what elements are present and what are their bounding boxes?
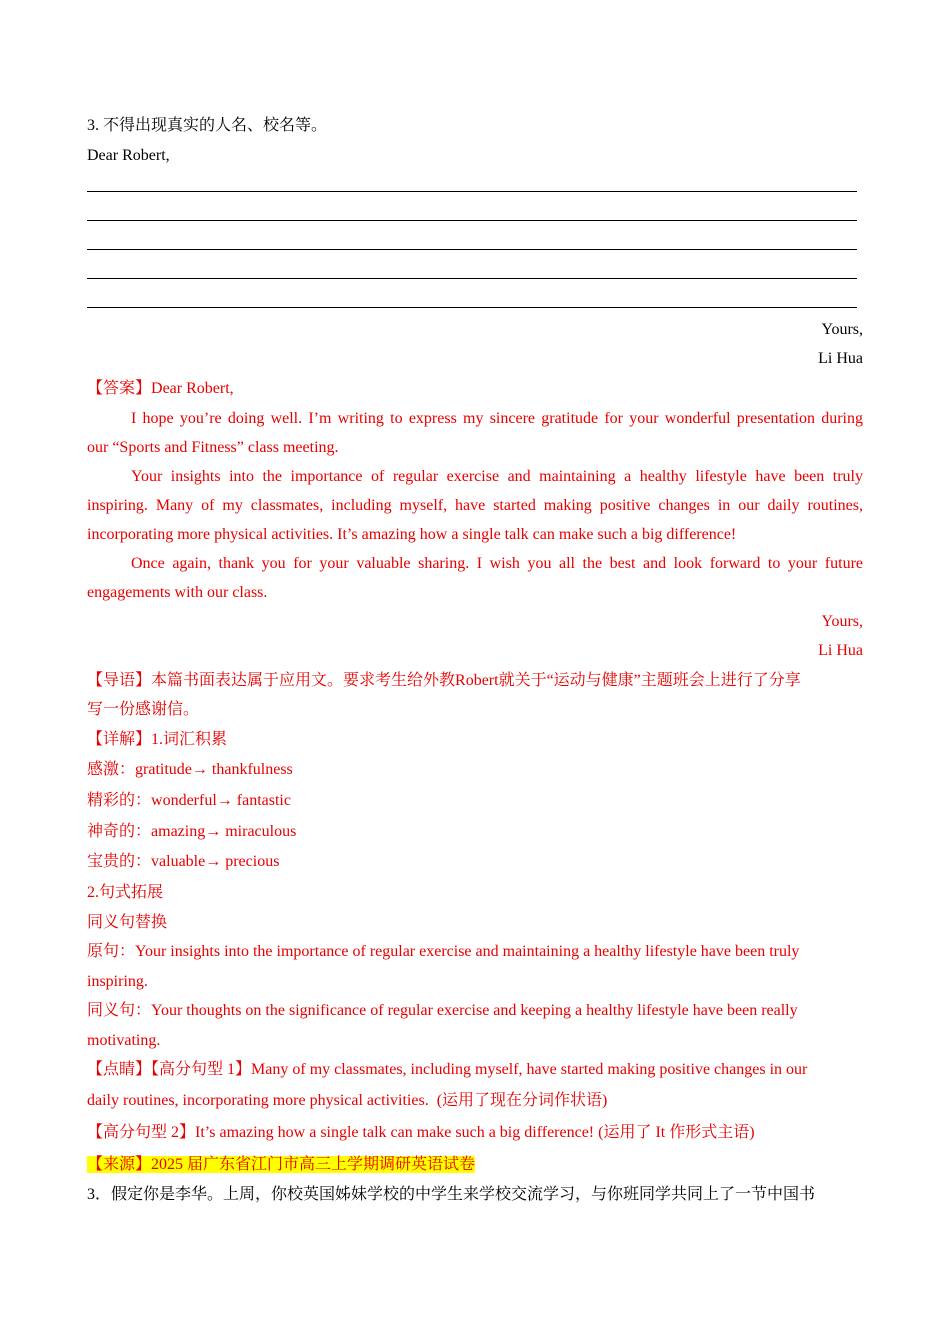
section2-sub: 同义句替换 — [87, 914, 168, 931]
answer-p1-line1: I hope you’re doing well. I’m writing to express my sincere gratitude for your wonderful presentation during — [131, 410, 863, 427]
answer-p2-line2: inspiring. Many of my classmates, including myself, have started making positive changes in our daily routines, — [87, 497, 863, 514]
answer-p3-line2: engagements with our class. — [87, 584, 268, 601]
sentence-pattern-2-tag: 【高分句型 2】 — [87, 1124, 196, 1141]
sentence-pattern-1-tag: 【高分句型 1】 — [151, 1061, 252, 1078]
original-sentence-line2: inspiring. — [87, 973, 148, 990]
pattern-1-note: (运用了现在分词作状语) — [436, 1092, 608, 1109]
detail-tag: 【详解】 — [87, 731, 152, 748]
source-tag: 【来源】 — [87, 1156, 152, 1173]
original-label: 原句： — [87, 943, 136, 960]
vocab-item: 感激：gratitude→ thankfulness — [87, 761, 293, 778]
guide-text: 本篇书面表达属于应用文。要求考生给外教Robert就关于“运动与健康”主题班会上进行了分享 — [151, 672, 801, 689]
section2-title: 2.句式拓展 — [87, 884, 164, 901]
writing-blank-line — [87, 249, 857, 250]
highlight-line1: 【点睛】【高分句型 1】Many of my classmates, including myself, have started making positive changes in our — [87, 1061, 808, 1078]
arrow-icon: → — [216, 792, 233, 809]
guide-line2: 写一份感谢信。 — [87, 701, 200, 718]
source-highlight — [87, 1156, 475, 1173]
source-line — [87, 1155, 475, 1175]
guide-line1 — [87, 671, 801, 691]
answer-p2-line1: Your insights into the importance of regular exercise and maintaining a healthy lifestyle have been truly — [131, 468, 863, 485]
arrow-icon: → — [191, 761, 208, 778]
vocab-item: 精彩的：wonderful→ fantastic — [87, 792, 291, 809]
signoff-name: Li Hua — [818, 350, 863, 367]
pattern-2-note: (运用了 It 作形式主语) — [598, 1124, 755, 1141]
answer-p3-line1: Once again, thank you for your valuable sharing. I wish you all the best and look forward to your future — [131, 555, 863, 572]
synonym-label: 同义句： — [87, 1002, 152, 1019]
answer-header — [87, 379, 234, 399]
synonym-sentence-line1: 同义句：Your thoughts on the significance of regular exercise and keeping a healthy lifestyle have been really — [87, 1002, 798, 1019]
highlight-line3: 【高分句型 2】It’s amazing how a single talk can make such a big difference! (运用了 It 作形式主语) — [87, 1124, 755, 1141]
writing-blank-line — [87, 220, 857, 221]
detail-title: 1.词汇积累 — [151, 731, 228, 748]
answer-yours: Yours, — [821, 613, 863, 630]
highlight-tag: 【点睛】 — [87, 1061, 152, 1078]
writing-blank-line — [87, 278, 857, 279]
writing-blank-line — [87, 307, 857, 308]
synonym-sentence-line2: motivating. — [87, 1032, 161, 1049]
answer-tag: 【答案】 — [87, 380, 152, 397]
answer-salutation: Dear Robert, — [151, 380, 234, 397]
vocab-item: 神奇的：amazing→ miraculous — [87, 823, 297, 840]
vocab-item: 宝贵的：valuable→ precious — [87, 853, 280, 870]
answer-name: Li Hua — [818, 642, 863, 659]
highlight-line2: daily routines, incorporating more physical activities. (运用了现在分词作状语) — [87, 1092, 608, 1109]
detail-header — [87, 730, 227, 750]
answer-p2-line3: incorporating more physical activities. It’s amazing how a single talk can make such a big difference! — [87, 526, 737, 543]
writing-blank-line — [87, 191, 857, 192]
arrow-icon: → — [205, 853, 222, 870]
source-text: 2025 届广东省江门市高三上学期调研英语试卷 — [151, 1156, 476, 1173]
salutation: Dear Robert, — [87, 147, 170, 164]
signoff-yours: Yours, — [821, 321, 863, 338]
guide-tag: 【导语】 — [87, 672, 152, 689]
original-sentence-line1: 原句：Your insights into the importance of regular exercise and maintaining a healthy lifestyle have been truly — [87, 943, 800, 960]
answer-p1-line2: our “Sports and Fitness” class meeting. — [87, 439, 339, 456]
arrow-icon: → — [205, 823, 222, 840]
next-question: 3．假定你是李华。上周，你校英国姊妹学校的中学生来学校交流学习，与你班同学共同上了一节中国书 — [87, 1186, 816, 1203]
requirement-3: 3. 不得出现真实的人名、校名等。 — [87, 117, 328, 134]
